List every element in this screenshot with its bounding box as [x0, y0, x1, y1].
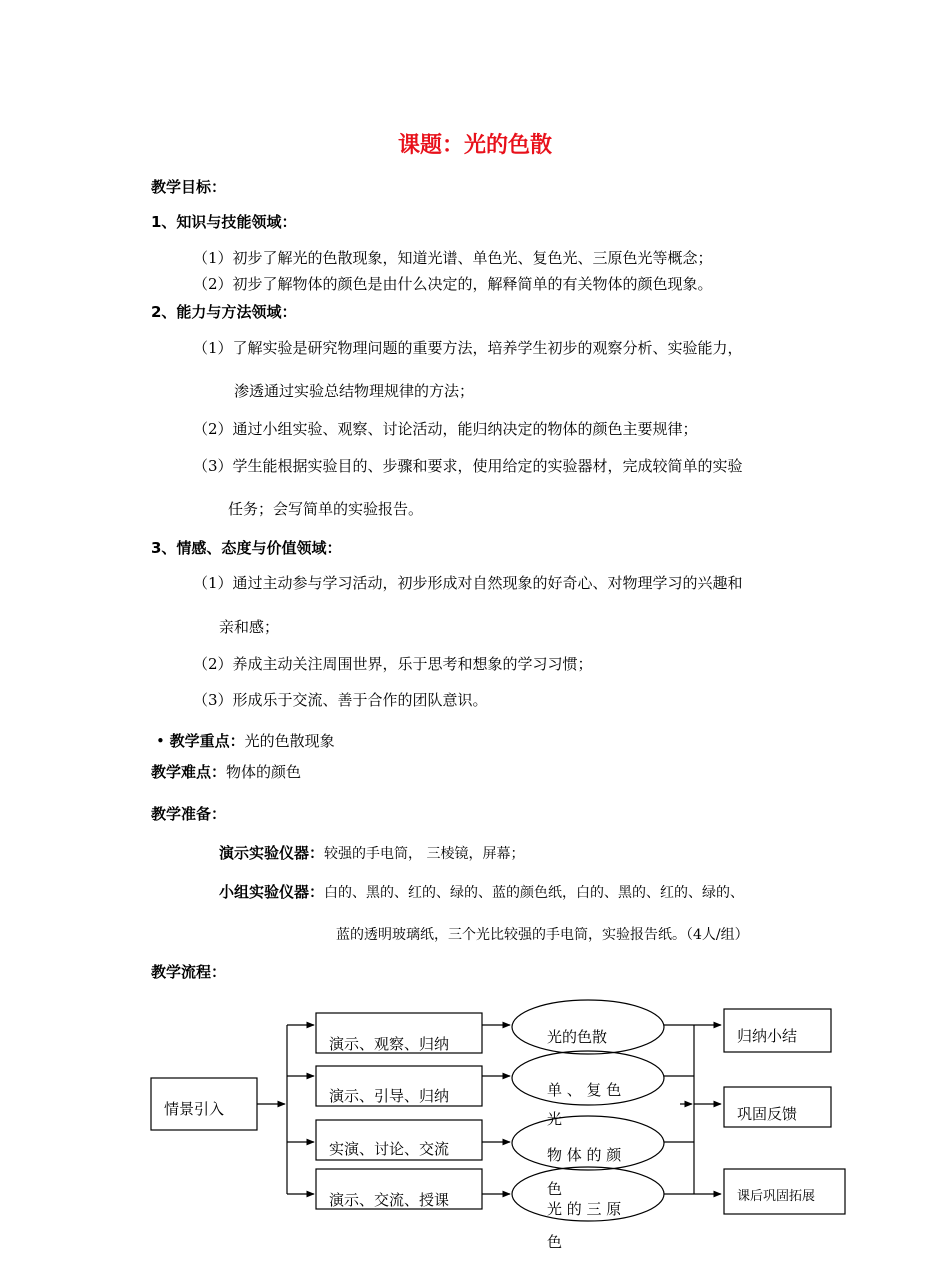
section2-heading: 2、能力与方法领域：	[151, 303, 297, 321]
section1-item1: （1）初步了解光的色散现象，知道光谱、单色光、复色光、三原色光等概念；	[193, 249, 713, 267]
flow-method-label-3: 实演、讨论、交流	[329, 1140, 450, 1158]
flow-heading: 教学流程：	[151, 963, 227, 981]
flow-method-label-2: 演示、引导、归纳	[329, 1087, 450, 1105]
flow-outcome-label-3: 课后巩固拓展	[737, 1189, 816, 1204]
prep-heading: 教学准备：	[151, 805, 227, 823]
section2-item2: （2）通过小组实验、观察、讨论活动，能归纳决定的物体的颜色主要规律；	[193, 420, 698, 438]
prep-group-label: 小组实验仪器：	[219, 883, 325, 901]
section3-item1-line2: 亲和感；	[219, 618, 280, 636]
section2-item3-line2: 任务；会写简单的实验报告。	[228, 500, 424, 518]
section1-item2: （2）初步了解物体的颜色是由什么决定的，解释简单的有关物体的颜色现象。	[193, 275, 713, 293]
section3-item2: （2）养成主动关注周围世界，乐于思考和想象的学习习惯；	[193, 655, 593, 673]
prep-demo-label: 演示实验仪器：	[219, 844, 325, 862]
flow-topic-label-3b: 色	[547, 1180, 563, 1198]
prep-group-value-2: 蓝的透明玻璃纸，三个光比较强的手电筒，实验报告纸。（4人/组）	[336, 927, 749, 943]
section3-item1-line1: （1）通过主动参与学习活动，初步形成对自然现象的好奇心、对物理学习的兴趣和	[193, 574, 743, 592]
section3-item3: （3）形成乐于交流、善于合作的团队意识。	[193, 691, 488, 709]
flow-topic-label-2a: 单 、 复 色	[547, 1081, 622, 1099]
section2-item3-line1: （3）学生能根据实验目的、步骤和要求，使用给定的实验器材，完成较简单的实验	[193, 457, 743, 475]
section1-heading: 1、知识与技能领域：	[151, 213, 297, 231]
section2-item1-line1: （1）了解实验是研究物理问题的重要方法，培养学生初步的观察分析、实验能力，	[193, 339, 743, 357]
flow-topic-label-1: 光的色散	[547, 1028, 608, 1046]
flow-outcome-label-1: 归纳小结	[737, 1027, 798, 1045]
flow-start-label: 情景引入	[164, 1100, 225, 1118]
flow-outcome-label-2: 巩固反馈	[737, 1105, 798, 1123]
key-point-value: 光的色散现象	[244, 732, 335, 750]
goals-heading: 教学目标：	[151, 178, 227, 196]
prep-group-value-1: 白的、黑的、红的、绿的、蓝的颜色纸，白的、黑的、红的、绿的、	[324, 885, 745, 901]
flow-topic-label-2b: 光	[547, 1110, 563, 1128]
key-point-label: 教学重点：	[169, 732, 245, 750]
flow-topic-label-4b: 色	[547, 1233, 563, 1251]
section2-item1-line2: 渗透通过实验总结物理规律的方法；	[234, 382, 475, 400]
page-title: 课题：光的色散	[397, 133, 552, 158]
difficulty-label: 教学难点：	[151, 763, 227, 781]
section3-heading: 3、情感、态度与价值领域：	[151, 539, 342, 557]
prep-demo-value: 较强的手电筒， 三棱镜，屏幕；	[324, 846, 525, 862]
flow-method-label-1: 演示、观察、归纳	[329, 1035, 450, 1053]
flow-method-label-4: 演示、交流、授课	[329, 1191, 450, 1209]
flow-topic-label-3a: 物 体 的 颜	[547, 1146, 622, 1164]
difficulty-value: 物体的颜色	[226, 763, 302, 781]
flow-topic-label-4a: 光 的 三 原	[547, 1200, 622, 1218]
bullet-icon: •	[156, 732, 165, 750]
